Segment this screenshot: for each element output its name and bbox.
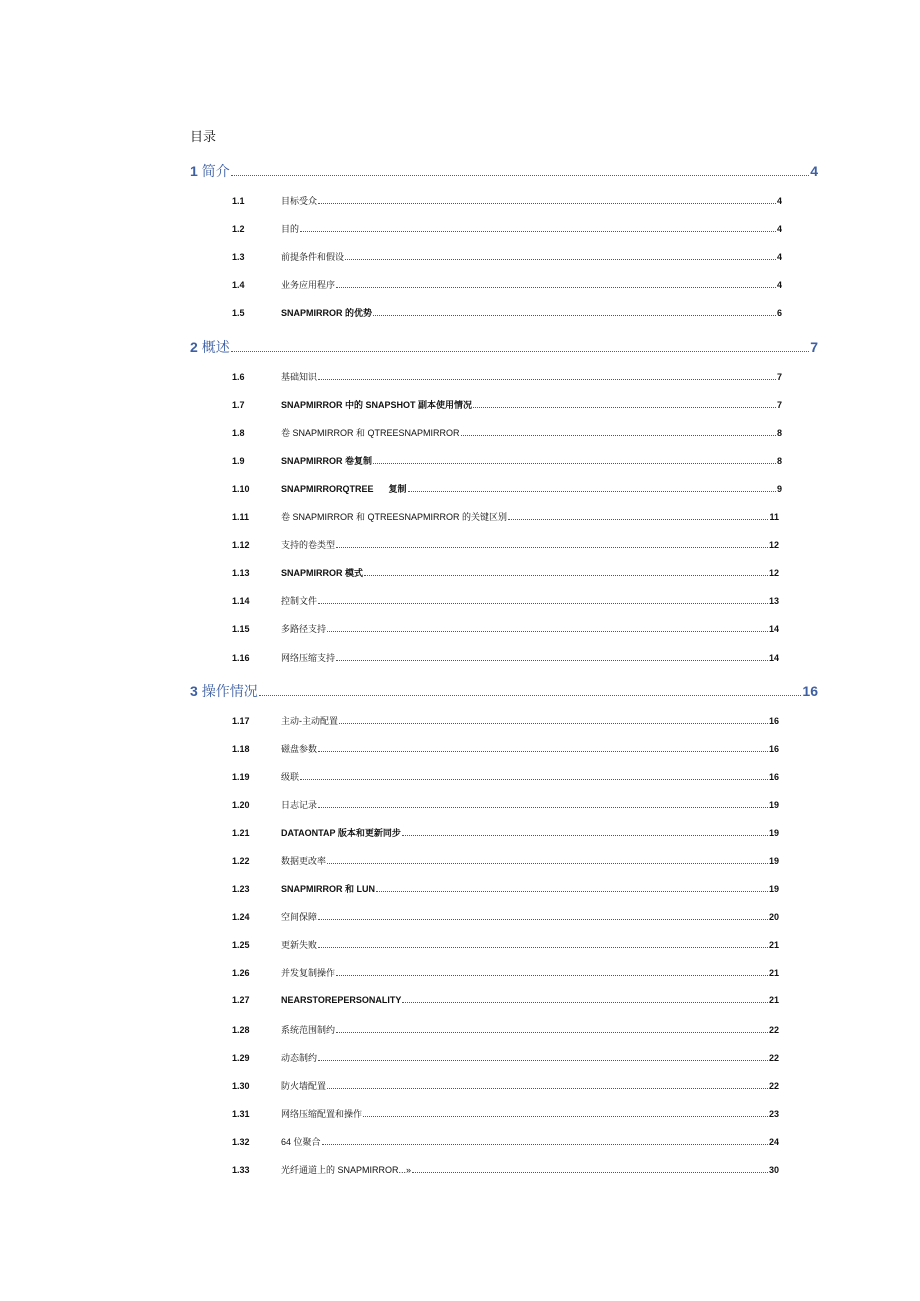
toc-section-entry[interactable]	[232, 250, 782, 266]
section-page-number: 4	[776, 280, 782, 291]
section-title: 日志记录	[281, 800, 318, 811]
section-page-number: 11	[769, 512, 779, 523]
toc-section-entry[interactable]	[232, 1163, 779, 1179]
dot-leader	[336, 286, 776, 288]
dot-leader	[376, 890, 768, 892]
section-page-number: 12	[768, 568, 779, 579]
section-title: 前提条件和假设	[281, 252, 345, 263]
toc-section-entry[interactable]	[232, 1135, 779, 1151]
toc-section-entry[interactable]	[232, 454, 782, 470]
toc-section-entry[interactable]	[232, 770, 779, 786]
chapter-title: 简介	[201, 163, 230, 179]
dot-leader	[327, 862, 768, 864]
toc-section-entry[interactable]	[232, 222, 782, 238]
section-title: 数据更改率	[281, 856, 327, 867]
section-number: 1.9	[232, 456, 245, 467]
section-number: 1.19	[232, 772, 250, 783]
toc-section-entry[interactable]	[232, 622, 779, 638]
toc-section-entry[interactable]	[232, 194, 782, 210]
dot-leader	[336, 974, 768, 976]
chapter-number: 1	[190, 163, 198, 179]
section-page-number: 4	[776, 252, 782, 263]
section-title: 支持的卷类型	[281, 540, 336, 551]
section-page-number: 8	[776, 456, 782, 467]
section-number: 1.10	[232, 484, 250, 495]
toc-section-entry[interactable]	[232, 426, 782, 442]
dot-leader	[318, 918, 768, 920]
section-page-number: 22	[768, 1080, 779, 1091]
dot-leader	[259, 694, 802, 696]
section-number: 1.7	[232, 400, 245, 411]
section-title: NEARSTOREPERSONALITY	[281, 994, 402, 1005]
section-number: 1.3	[232, 252, 245, 263]
section-number: 1.14	[232, 596, 250, 607]
section-page-number: 9	[776, 484, 782, 495]
dot-leader	[327, 1087, 768, 1089]
chapter-title: 概述	[201, 339, 230, 355]
section-page-number: 21	[768, 968, 779, 979]
section-title: 网络压缩支持	[281, 652, 336, 663]
dot-leader	[318, 602, 768, 604]
chapter-page-number: 7	[810, 339, 818, 355]
dot-leader	[473, 406, 776, 408]
section-title: 卷 SNAPMIRROR 和 QTREESNAPMIRROR 的关键区别	[281, 512, 508, 523]
section-page-number: 19	[768, 828, 779, 839]
dot-leader	[402, 1001, 768, 1003]
toc-section-entry[interactable]	[232, 995, 779, 1011]
dot-leader	[373, 314, 776, 316]
dot-leader	[318, 378, 776, 380]
toc-section-entry[interactable]	[232, 742, 779, 758]
toc-section-entry[interactable]	[232, 594, 779, 610]
section-number: 1.24	[232, 912, 250, 923]
dot-leader	[345, 258, 776, 260]
section-title: SNAPMIRROR 和 LUN	[281, 884, 375, 895]
section-page-number: 16	[768, 744, 779, 755]
dot-leader	[364, 574, 768, 576]
dot-leader	[339, 722, 768, 724]
toc-chapter-entry[interactable]	[190, 337, 818, 357]
toc-heading: 目录	[190, 130, 217, 145]
section-page-number: 20	[768, 912, 779, 923]
section-number: 1.11	[232, 512, 250, 523]
section-title: 防火墙配置	[281, 1080, 327, 1091]
dot-leader	[300, 230, 776, 232]
chapter-page-number: 16	[802, 683, 818, 699]
section-number: 1.17	[232, 716, 250, 726]
chapter-title: 操作情况	[201, 683, 258, 699]
section-title: 64 位聚合	[281, 1136, 321, 1147]
toc-section-entry[interactable]	[232, 938, 779, 954]
section-title: 卷 SNAPMIRROR 和 QTREESNAPMIRROR	[281, 428, 460, 439]
section-title: SNAPMIRROR 中的 SNAPSHOT 副本使用情况	[281, 400, 473, 411]
toc-section-entry[interactable]	[232, 306, 782, 322]
section-page-number: 21	[768, 940, 779, 951]
section-page-number: 16	[768, 772, 779, 783]
section-page-number: 19	[768, 856, 779, 867]
section-number: 1.25	[232, 940, 250, 951]
section-number: 1.29	[232, 1052, 250, 1063]
toc-section-entry[interactable]	[232, 538, 779, 554]
section-title: SNAPMIRROR 模式	[281, 568, 364, 579]
section-title: 业务应用程序	[281, 280, 336, 291]
section-page-number: 22	[768, 1024, 779, 1035]
section-page-number: 23	[768, 1108, 779, 1119]
toc-section-entry[interactable]	[232, 854, 779, 870]
dot-leader	[318, 806, 768, 808]
section-title: DATAONTAP 版本和更新同步	[281, 828, 401, 839]
section-number: 1.8	[232, 428, 245, 439]
toc-section-entry[interactable]	[232, 651, 779, 667]
section-page-number: 7	[776, 372, 782, 382]
toc-section-entry[interactable]	[232, 398, 782, 414]
dot-leader	[336, 659, 768, 661]
section-number: 1.33	[232, 1164, 250, 1175]
dot-leader	[231, 174, 809, 176]
toc-section-entry[interactable]	[232, 910, 779, 926]
toc-section-entry[interactable]	[232, 566, 779, 582]
section-title: 系统范围制约	[281, 1024, 336, 1035]
section-title: SNAPMIRROR 卷复制	[281, 456, 373, 467]
dot-leader	[318, 202, 776, 204]
section-page-number: 24	[768, 1136, 779, 1147]
section-title: SNAPMIRRORQTREE 复制	[281, 484, 407, 495]
section-title: 磁盘参数	[281, 744, 318, 755]
section-page-number: 16	[768, 716, 779, 726]
section-number: 1.5	[232, 308, 245, 319]
section-page-number: 4	[776, 224, 782, 235]
toc-section-entry[interactable]	[232, 882, 779, 898]
section-number: 1.2	[232, 224, 245, 235]
dot-leader	[327, 630, 768, 632]
toc-chapter-entry[interactable]	[190, 161, 818, 181]
section-page-number: 7	[776, 400, 782, 411]
section-page-number: 22	[768, 1052, 779, 1063]
section-number: 1.1	[232, 196, 245, 206]
section-number: 1.27	[232, 994, 250, 1005]
section-page-number: 30	[768, 1164, 779, 1175]
section-page-number: 13	[768, 596, 779, 607]
section-title: 动态制约	[281, 1052, 318, 1063]
section-title: 级联	[281, 772, 300, 783]
chapter-page-number: 4	[810, 163, 818, 179]
section-number: 1.31	[232, 1108, 250, 1119]
section-page-number: 21	[768, 994, 779, 1005]
dot-leader	[322, 1143, 768, 1145]
dot-leader	[373, 462, 776, 464]
section-number: 1.6	[232, 372, 245, 382]
toc-section-entry[interactable]	[232, 370, 782, 386]
section-number: 1.26	[232, 968, 250, 979]
section-number: 1.21	[232, 828, 250, 839]
section-page-number: 14	[768, 652, 779, 663]
section-number: 1.12	[232, 540, 250, 551]
toc-chapter-entry[interactable]	[190, 681, 818, 701]
section-number: 1.18	[232, 744, 250, 755]
section-title: 光纤通道上的 SNAPMIRROR...»	[281, 1164, 412, 1175]
toc-section-entry[interactable]	[232, 966, 779, 982]
chapter-number: 2	[190, 339, 198, 355]
dot-leader	[300, 778, 768, 780]
section-title: SNAPMIRROR 的优势	[281, 308, 373, 319]
section-page-number: 12	[768, 540, 779, 551]
section-page-number: 8	[776, 428, 782, 439]
dot-leader	[402, 834, 768, 836]
dot-leader	[318, 1059, 768, 1061]
dot-leader	[508, 518, 768, 520]
section-page-number: 14	[768, 624, 779, 635]
section-title: 控制文件	[281, 596, 318, 607]
section-title: 更新失败	[281, 940, 318, 951]
dot-leader	[336, 546, 768, 548]
section-title: 多路径支持	[281, 624, 327, 635]
section-number: 1.20	[232, 800, 250, 811]
section-page-number: 4	[776, 196, 782, 206]
toc-section-entry[interactable]	[232, 798, 779, 814]
section-title: 基础知识	[281, 372, 318, 382]
section-page-number: 6	[776, 308, 782, 319]
section-number: 1.16	[232, 652, 250, 663]
toc-section-entry[interactable]	[232, 510, 779, 526]
section-number: 1.13	[232, 568, 250, 579]
section-number: 1.28	[232, 1024, 250, 1035]
toc-section-entry[interactable]	[232, 826, 779, 842]
section-title: 目标受众	[281, 196, 318, 206]
section-number: 1.22	[232, 856, 250, 867]
dot-leader	[363, 1115, 768, 1117]
toc-section-entry[interactable]	[232, 1079, 779, 1095]
section-page-number: 19	[768, 800, 779, 811]
section-title: 主动-主动配置	[281, 716, 338, 726]
section-number: 1.32	[232, 1136, 250, 1147]
dot-leader	[408, 490, 776, 492]
section-title: 并发复制操作	[281, 968, 336, 979]
section-number: 1.4	[232, 280, 245, 291]
toc-section-entry[interactable]	[232, 714, 779, 730]
dot-leader	[318, 946, 768, 948]
toc-section-entry[interactable]	[232, 1107, 779, 1123]
toc-section-entry[interactable]	[232, 482, 782, 498]
chapter-number: 3	[190, 683, 198, 699]
toc-section-entry[interactable]	[232, 278, 782, 294]
section-title: 网络压缩配置和操作	[281, 1108, 363, 1119]
dot-leader	[336, 1031, 768, 1033]
section-number: 1.30	[232, 1080, 250, 1091]
toc-section-entry[interactable]	[232, 1023, 779, 1039]
dot-leader	[461, 434, 776, 436]
section-page-number: 19	[768, 884, 779, 895]
dot-leader	[318, 750, 768, 752]
dot-leader	[231, 350, 809, 352]
toc-section-entry[interactable]	[232, 1051, 779, 1067]
section-number: 1.23	[232, 884, 250, 895]
dot-leader	[412, 1171, 768, 1173]
section-title: 目的	[281, 224, 300, 235]
section-number: 1.15	[232, 624, 250, 635]
section-title: 空间保障	[281, 912, 318, 923]
